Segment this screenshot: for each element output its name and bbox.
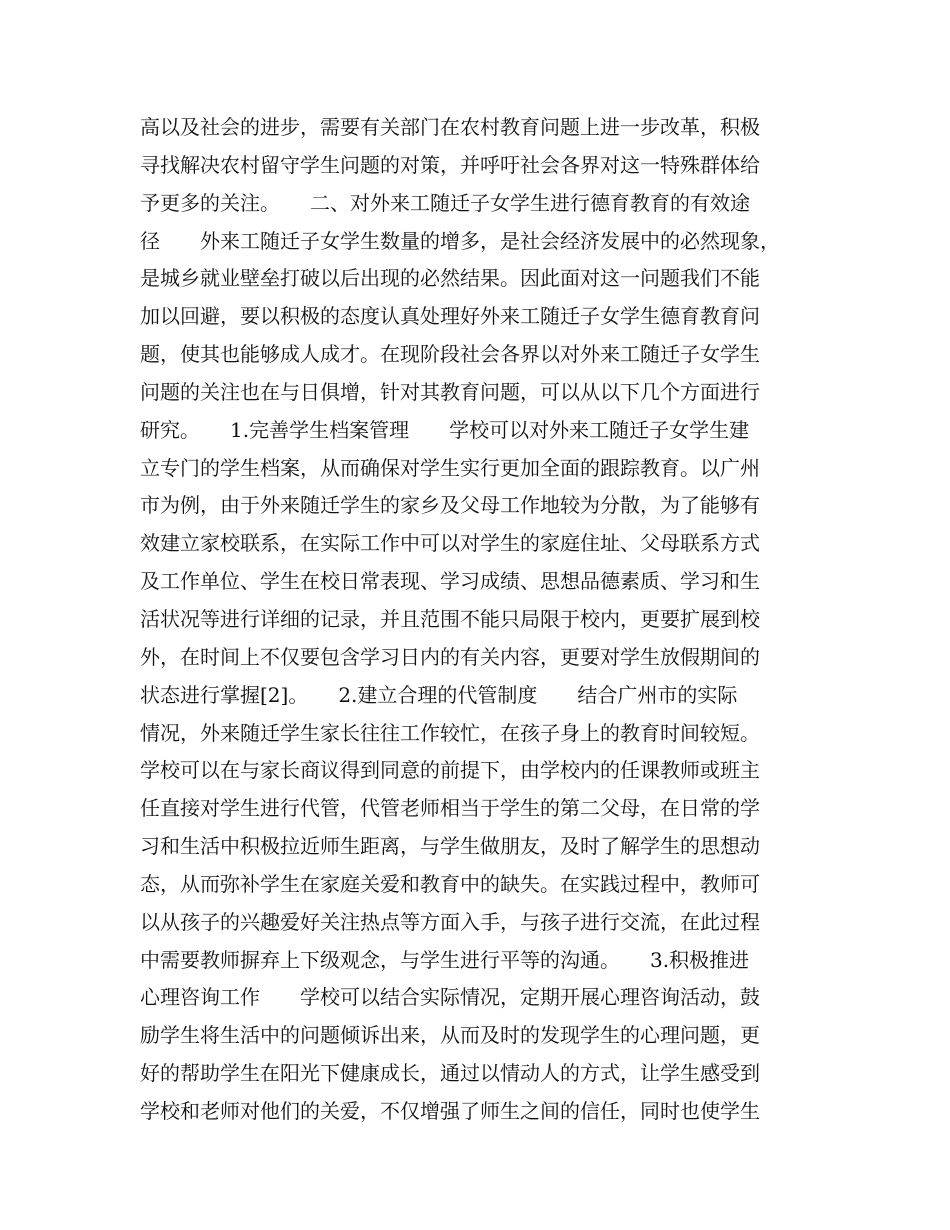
text-line: 习和生活中积极拉近师生距离，与学生做朋友，及时了解学生的思想动 — [140, 834, 760, 859]
text-line: 研究。 1.完善学生档案管理 学校可以对外来工随迁子女学生建 — [140, 417, 750, 442]
text-line: 是城乡就业壁垒打破以后出现的必然结果。因此面对这一问题我们不能 — [140, 266, 760, 291]
text-line: 励学生将生活中的问题倾诉出来，从而及时的发现学生的心理问题，更 — [140, 1023, 760, 1048]
text-line: 及工作单位、学生在校日常表现、学习成绩、思想品德素质、学习和生 — [140, 569, 760, 594]
body-text — [140, 109, 820, 1131]
text-line: 问题的关注也在与日俱增，针对其教育问题，可以从以下几个方面进行 — [140, 379, 760, 404]
text-line: 情况，外来随迁学生家长往往工作较忙，在孩子身上的教育时间较短。 — [140, 720, 760, 745]
text-line: 活状况等进行详细的记录，并且范围不能只局限于校内，更要扩展到校 — [140, 606, 760, 631]
text-line: 学校和老师对他们的关爱，不仅增强了师生之间的信任，同时也使学生 — [140, 1098, 760, 1123]
text-line: 径 外来工随迁子女学生数量的增多，是社会经济发展中的必然现象， — [140, 228, 780, 253]
text-line: 学校可以在与家长商议得到同意的前提下，由学校内的任课教师或班主 — [140, 758, 760, 783]
text-line: 外，在时间上不仅要包含学习日内的有关内容，更要对学生放假期间的 — [140, 644, 760, 669]
text-line: 寻找解决农村留守学生问题的对策，并呼吁社会各界对这一特殊群体给 — [140, 152, 760, 177]
text-line: 立专门的学生档案，从而确保对学生实行更加全面的跟踪教育。以广州 — [140, 455, 760, 480]
text-line: 题，使其也能够成人成才。在现阶段社会各界以对外来工随迁子女学生 — [140, 342, 760, 367]
text-line: 任直接对学生进行代管，代管老师相当于学生的第二父母，在日常的学 — [140, 796, 760, 821]
text-line: 市为例，由于外来随迁学生的家乡及父母工作地较为分散，为了能够有 — [140, 493, 760, 518]
text-line: 状态进行掌握[2]。 2.建立合理的代管制度 结合广州市的实际 — [140, 682, 738, 707]
text-line: 加以回避，要以积极的态度认真处理好外来工随迁子女学生德育教育问 — [140, 304, 760, 329]
text-line: 中需要教师摒弃上下级观念，与学生进行平等的沟通。 3.积极推进 — [140, 947, 750, 972]
text-line: 效建立家校联系，在实际工作中可以对学生的家庭住址、父母联系方式 — [140, 531, 760, 556]
text-line: 高以及社会的进步，需要有关部门在农村教育问题上进一步改革，积极 — [140, 115, 760, 139]
text-line: 好的帮助学生在阳光下健康成长，通过以情动人的方式，让学生感受到 — [140, 1061, 760, 1086]
text-line: 心理咨询工作 学校可以结合实际情况，定期开展心理咨询活动，鼓 — [140, 985, 760, 1010]
text-line: 以从孩子的兴趣爱好关注热点等方面入手，与孩子进行交流，在此过程 — [140, 909, 760, 934]
text-line: 态，从而弥补学生在家庭关爱和教育中的缺失。在实践过程中，教师可 — [140, 871, 760, 896]
text-line: 予更多的关注。 二、对外来工随迁子女学生进行德育教育的有效途 — [140, 190, 750, 215]
